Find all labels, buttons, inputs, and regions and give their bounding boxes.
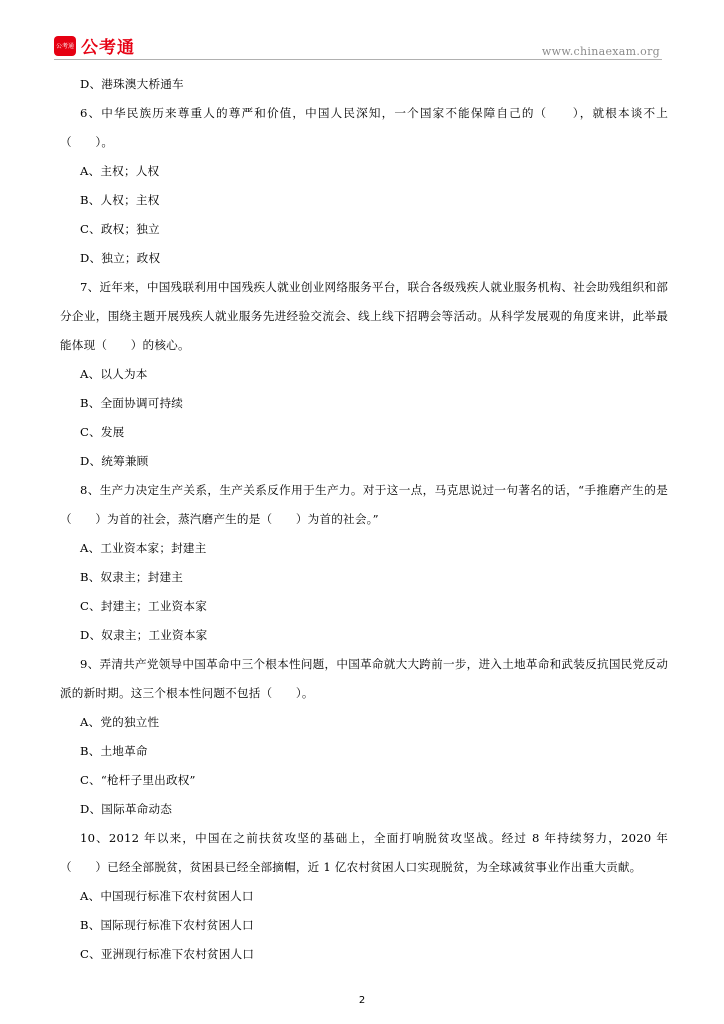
option-c: C、亚洲现行标准下农村贫困人口 (80, 947, 255, 961)
option-a: A、工业资本家；封建主 (80, 541, 207, 555)
page-number: 2 (358, 995, 366, 1006)
option-c: C、“枪杆子里出政权” (80, 773, 196, 787)
document-body (60, 70, 668, 969)
option-c: C、封建主；工业资本家 (80, 599, 208, 613)
question-7: 7、近年来，中国残联利用中国残疾人就业创业网络服务平台，联合各级残疾人就业服务机构、社会助残组织和部分企业，围绕主题开展残疾人就业服务先进经验交流会、线上线下招聘会等活动。从科学发展观的角度来讲，此举最能体现（ ）的核心。 (60, 280, 668, 352)
option-d: D、奴隶主；工业资本家 (80, 628, 208, 642)
header-divider (54, 59, 662, 60)
question-6: 6、中华民族历来尊重人的尊严和价值，中国人民深知，一个国家不能保障自己的（ ），就根本谈不上（ ）。 (60, 106, 668, 149)
option-b: B、国际现行标准下农村贫困人口 (80, 918, 254, 932)
option-b: B、全面协调可持续 (80, 396, 184, 410)
logo-badge: 公考通 (54, 36, 76, 56)
option-b: B、土地革命 (80, 744, 148, 758)
page-header (0, 0, 724, 62)
site-url: www.chinaexam.org (541, 45, 660, 58)
option-d: D、独立；政权 (80, 251, 161, 265)
option-d: D、国际革命动态 (80, 802, 173, 816)
option-a: A、主权；人权 (80, 164, 160, 178)
option-b: B、奴隶主；封建主 (80, 570, 184, 584)
question-10: 10、2012 年以来，中国在之前扶贫攻坚的基础上，全面打响脱贫攻坚战。经过 8 年持续努力，2020 年（ ）已经全部脱贫，贫困县已经全部摘帽，近 1 亿农村贫困人口实现脱贫，为全球减贫事业作出重大贡献。 (60, 831, 668, 874)
option-c: C、发展 (80, 425, 125, 439)
brand-logo (54, 33, 135, 58)
option-d: D、统筹兼顾 (80, 454, 149, 468)
question-9: 9、弄清共产党领导中国革命中三个根本性问题，中国革命就大大跨前一步，进入土地革命和武装反抗国民党反动派的新时期。这三个根本性问题不包括（ ）。 (60, 657, 668, 700)
option-d: D、港珠澳大桥通车 (80, 77, 184, 91)
logo-text: 公考通 (81, 38, 135, 58)
option-a: A、以人为本 (80, 367, 148, 381)
option-a: A、党的独立性 (80, 715, 160, 729)
option-c: C、政权；独立 (80, 222, 160, 236)
option-a: A、中国现行标准下农村贫困人口 (80, 889, 254, 903)
option-b: B、人权；主权 (80, 193, 160, 207)
question-8: 8、生产力决定生产关系，生产关系反作用于生产力。对于这一点，马克思说过一句著名的话，“手推磨产生的是（ ）为首的社会，蒸汽磨产生的是（ ）为首的社会。” (60, 483, 668, 526)
